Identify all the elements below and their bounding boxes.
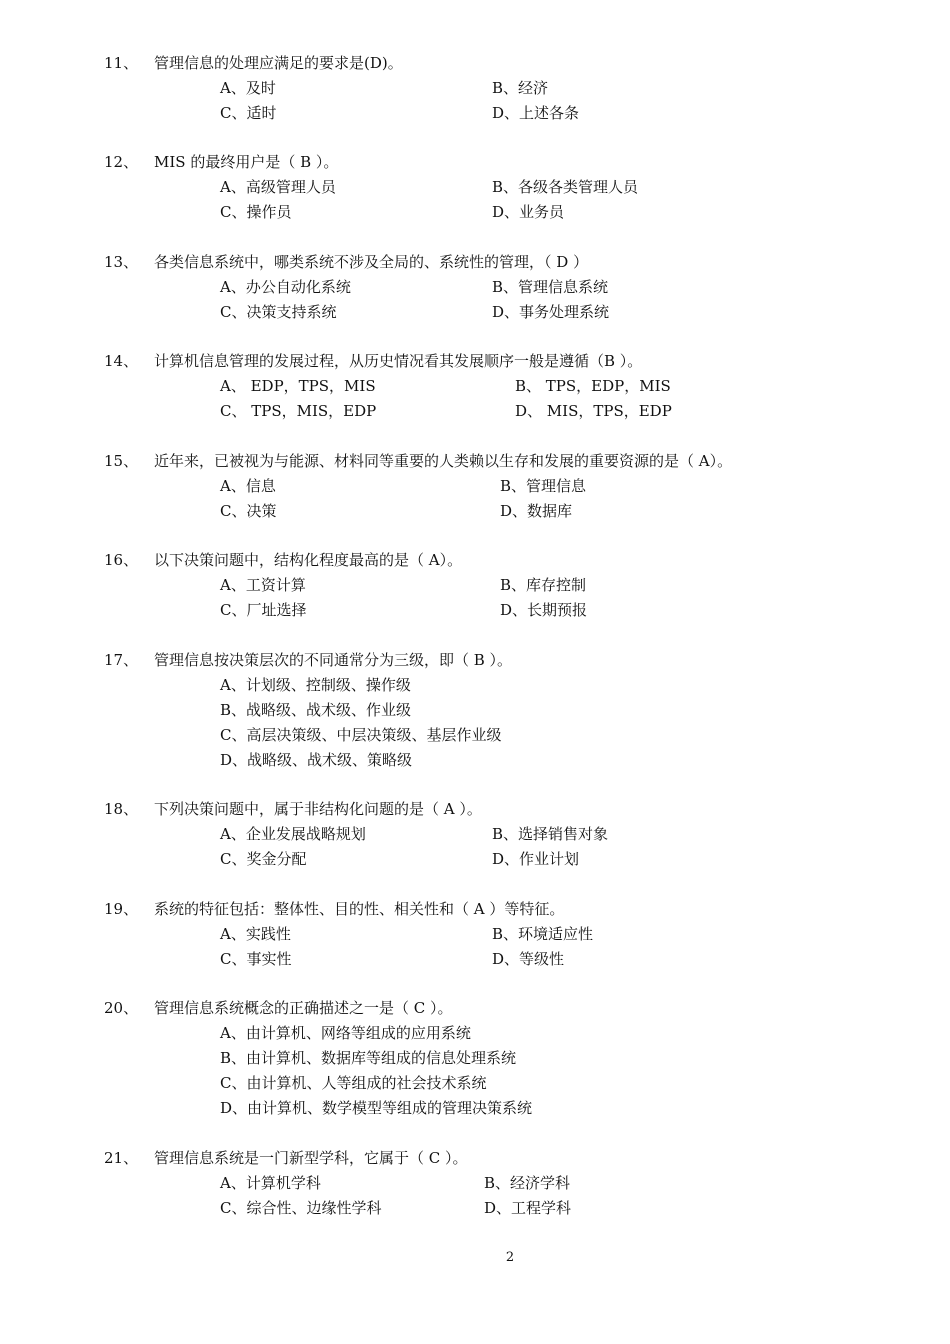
option-c: C、奖金分配 [220, 850, 307, 868]
option-d: D、业务员 [492, 203, 565, 221]
option-d: D、由计算机、数学模型等组成的管理决策系统 [220, 1099, 533, 1117]
option-a: A、办公自动化系统 [220, 278, 351, 296]
question-number: 17、 [104, 651, 139, 669]
question-number: 15、 [104, 452, 139, 470]
option-c: C、由计算机、人等组成的社会技术系统 [220, 1074, 487, 1092]
option-a: A、实践性 [220, 925, 291, 943]
option-b: B、经济学科 [484, 1174, 571, 1192]
option-d: D、 MIS，TPS，EDP [515, 402, 672, 420]
option-c: C、决策 [220, 502, 277, 520]
question-stem: 各类信息系统中，哪类系统不涉及全局的、系统性的管理，（ D ） [154, 253, 589, 271]
question-number: 12、 [104, 153, 139, 171]
question-number: 11、 [104, 54, 139, 72]
option-a: A、信息 [220, 477, 276, 495]
question-number: 21、 [104, 1149, 139, 1167]
page-number: 2 [505, 1250, 515, 1265]
question-stem: 系统的特征包括：整体性、目的性、相关性和（ A ）等特征。 [154, 900, 565, 918]
option-b: B、环境适应性 [492, 925, 594, 943]
question-stem: 以下决策问题中，结构化程度最高的是（ A）。 [154, 551, 463, 569]
option-d: D、作业计划 [492, 850, 580, 868]
question-number: 19、 [104, 900, 139, 918]
option-d: D、事务处理系统 [492, 303, 610, 321]
option-b: B、选择销售对象 [492, 825, 609, 843]
option-c: C、适时 [220, 104, 277, 122]
option-d: D、长期预报 [500, 601, 588, 619]
option-c: C、决策支持系统 [220, 303, 337, 321]
option-b: B、由计算机、数据库等组成的信息处理系统 [220, 1049, 517, 1067]
option-d: D、等级性 [492, 950, 565, 968]
question-stem: 计算机信息管理的发展过程，从历史情况看其发展顺序一般是遵循（B ）。 [154, 352, 643, 370]
option-c: C、操作员 [220, 203, 292, 221]
option-c: C、 TPS，MIS，EDP [220, 402, 377, 420]
question-stem: 管理信息按决策层次的不同通常分为三级，即（ B ）。 [154, 651, 513, 669]
question-number: 16、 [104, 551, 139, 569]
option-b: B、战略级、战术级、作业级 [220, 701, 412, 719]
option-c: C、高层决策级、中层决策级、基层作业级 [220, 726, 502, 744]
option-a: A、 EDP，TPS，MIS [220, 377, 376, 395]
option-a: A、由计算机、网络等组成的应用系统 [220, 1024, 471, 1042]
option-c: C、综合性、边缘性学科 [220, 1199, 382, 1217]
question-stem: 管理信息系统概念的正确描述之一是（ C ）。 [154, 999, 453, 1017]
question-number: 18、 [104, 800, 139, 818]
question-number: 13、 [104, 253, 139, 271]
question-stem: MIS 的最终用户是（ B ）。 [154, 153, 339, 171]
option-a: A、计划级、控制级、操作级 [220, 676, 411, 694]
option-b: B、管理信息 [500, 477, 587, 495]
option-b: B、 TPS，EDP，MIS [515, 377, 671, 395]
option-a: A、计算机学科 [220, 1174, 321, 1192]
option-d: D、上述各条 [492, 104, 580, 122]
option-c: C、厂址选择 [220, 601, 307, 619]
option-c: C、事实性 [220, 950, 292, 968]
option-d: D、战略级、战术级、策略级 [220, 751, 413, 769]
question-stem: 管理信息系统是一门新型学科，它属于（ C ）。 [154, 1149, 468, 1167]
option-a: A、企业发展战略规划 [220, 825, 366, 843]
question-stem: 下列决策问题中，属于非结构化问题的是（ A ）。 [154, 800, 482, 818]
question-stem: 管理信息的处理应满足的要求是(D)。 [154, 54, 403, 72]
option-b: B、经济 [492, 79, 549, 97]
question-stem: 近年来，已被视为与能源、材料同等重要的人类赖以生存和发展的重要资源的是（ A）。 [154, 452, 733, 470]
option-d: D、数据库 [500, 502, 573, 520]
option-b: B、库存控制 [500, 576, 587, 594]
question-number: 20、 [104, 999, 139, 1017]
option-a: A、工资计算 [220, 576, 306, 594]
option-a: A、及时 [220, 79, 276, 97]
option-b: B、管理信息系统 [492, 278, 609, 296]
question-number: 14、 [104, 352, 139, 370]
option-b: B、各级各类管理人员 [492, 178, 639, 196]
option-a: A、高级管理人员 [220, 178, 336, 196]
option-d: D、工程学科 [484, 1199, 572, 1217]
